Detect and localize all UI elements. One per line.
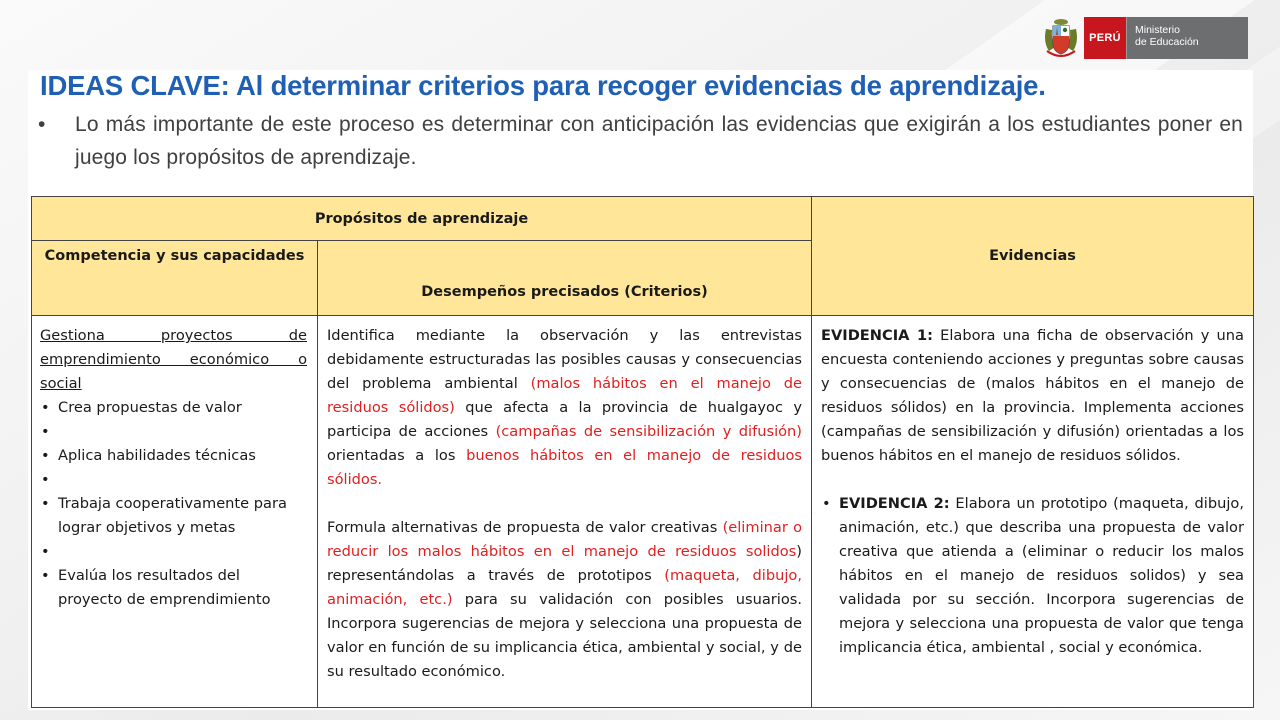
header-competence: Competencia y sus capacidades: [32, 241, 318, 316]
performance-text: ) representándolas a través de prototipos: [327, 543, 802, 584]
performance-highlight: (campañas de sensibilización y difusión): [495, 423, 802, 440]
capacity-item: • Trabaja cooperativamente para lograr objetivos y metas: [40, 492, 307, 540]
evidence-text: Elabora una ficha de observación y una encuesta conteniendo acciones y preguntas sobre causas y consecuencias de (malos hábitos en el manejo de residuos sólidos) en la provincia. Implementa acciones (campañas de sensibilización y difusión) orientadas a los buenos hábitos en el manejo de residuos sólidos.: [821, 327, 1244, 464]
spacer: [40, 540, 307, 564]
evidence-text: Elabora un prototipo (maqueta, dibujo, animación, etc.) que describa una propuesta de valor creativa que atienda a (eliminar o reducir los malos hábitos en el manejo de residuos solidos) y sea validada por su sección. Incorpora sugerencias de mejora y selecciona una propuesta de valor que tenga implicancia ética, ambiental , social y económica.: [839, 495, 1244, 656]
ministry-logo: [1043, 17, 1248, 59]
intro-text: Lo más importante de este proceso es determinar con anticipación las evidencias que exigirán a los estudiantes poner en juego los propósitos de aprendizaje.: [75, 113, 1243, 169]
competence-title-line: social: [40, 375, 82, 392]
performance-2: [327, 516, 802, 684]
table-row: [32, 316, 1254, 708]
spacer: [40, 468, 307, 492]
slide-title: IDEAS CLAVE: Al determinar criterios para recoger evidencias de aprendizaje.: [40, 70, 1046, 101]
performance-1: [327, 324, 802, 492]
performance-text: Formula alternativas de propuesta de valor creativas: [327, 519, 723, 536]
performance-text: Identifica mediante la observación y las entrevistas debidamente estructuradas las posibles causas y consecuencias del problema ambiental: [327, 327, 802, 392]
bullet-icon: •: [38, 113, 46, 136]
evidence-2: [821, 492, 1244, 660]
capacity-item: • Crea propuestas de valor: [40, 396, 307, 420]
spacer: [40, 420, 307, 444]
evidence-label: EVIDENCIA 1:: [821, 327, 933, 344]
competence-cell: [32, 316, 318, 708]
header-purposes: Propósitos de aprendizaje: [32, 197, 812, 241]
criteria-table: [31, 196, 1254, 708]
performance-text: orientadas a los: [327, 447, 467, 464]
spacer: [327, 492, 802, 516]
coat-of-arms-icon: [1043, 17, 1079, 59]
evidence-1: [821, 324, 1244, 468]
capacity-item: • Evalúa los resultados del proyecto de emprendimiento: [40, 564, 307, 612]
header-evidences: Evidencias: [812, 197, 1254, 316]
capacities-list: [40, 396, 307, 612]
performance-highlight: buenos hábitos en el manejo de residuos sólidos.: [327, 447, 803, 488]
performance-text: para su validación con posibles usuarios. Incorpora sugerencias de mejora y selecciona una propuesta de valor en función de su implicancia ética, ambiental y social, y de su resultado económico.: [327, 591, 802, 680]
performance-text: que afecta a la provincia de hualgayoc y participa de acciones: [327, 399, 802, 440]
evidences-cell: [812, 316, 1254, 708]
header-performances: Desempeños precisados (Criterios): [318, 241, 812, 316]
peru-label: PERÚ: [1084, 17, 1126, 59]
intro-paragraph: [38, 108, 1243, 174]
ministry-line-1: Ministerio: [1135, 24, 1180, 36]
spacer: [821, 468, 1244, 492]
evidence-label: EVIDENCIA 2:: [839, 495, 950, 512]
performance-highlight: (maqueta, dibujo, animación, etc.): [327, 567, 802, 608]
table-header-row: [32, 197, 1254, 241]
performances-cell: [318, 316, 812, 708]
competence-title: [40, 324, 307, 396]
competence-title-line: Gestiona proyectos de: [40, 327, 307, 344]
ministry-name: [1126, 17, 1248, 59]
performance-highlight: (malos hábitos en el manejo de residuos sólidos): [327, 375, 802, 416]
ministry-line-2: de Educación: [1135, 36, 1199, 48]
performance-highlight: (eliminar o reducir los malos hábitos en el manejo de residuos solidos: [327, 519, 802, 560]
capacity-item: • Aplica habilidades técnicas: [40, 444, 307, 468]
evidence-list: [821, 492, 1244, 660]
competence-title-line: emprendimiento económico o: [40, 351, 307, 368]
